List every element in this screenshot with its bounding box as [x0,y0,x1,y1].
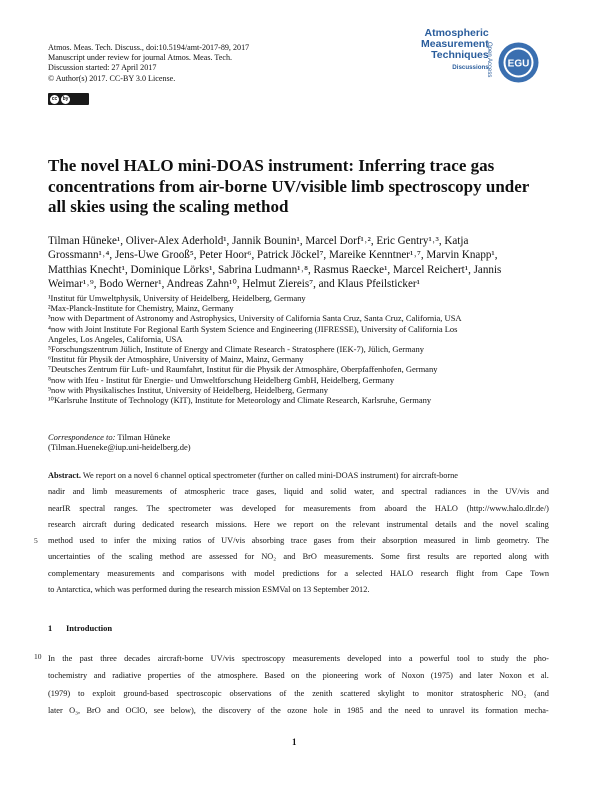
word: of [388,671,396,681]
word: hole [313,705,328,715]
journal-discussions-label: Discussions [452,63,489,71]
word: limb [92,487,108,497]
word: the [305,671,317,681]
word: measurements [303,503,351,513]
word: measurements [114,487,163,497]
word: are [456,552,467,562]
word: the [487,487,498,497]
egu-logo-text: EGU [507,58,530,70]
word: for [284,503,295,513]
word: scattered [340,688,370,698]
affiliation-line: Angeles, Los Angeles, California, USA [48,333,183,344]
word: scaling [129,552,153,562]
word: NO₂ [511,688,527,698]
word: properties [147,671,181,681]
meta-line: Manuscript under review for journal Atmos. Meas. Tech. [48,53,233,63]
word: powerful [419,654,450,663]
word: for [327,568,337,578]
word: selected [355,568,383,578]
word: infer [114,536,130,546]
word: BrO [302,552,317,562]
word: from [359,503,376,513]
title-line: all skies using the scaling method [48,197,289,216]
word: trace [290,536,307,546]
word: the [202,705,213,715]
word: limb [474,536,491,546]
word: of [97,552,105,562]
correspondence-name: Tilman Hüneke [117,432,171,442]
affiliation-line: ⁷Deutsches Zentrum für Luft- und Raumfahrt, Institut für die Physik der Atmosphäre, Oberpfaffenhofen, Germany [48,364,438,375]
word: and [536,487,549,497]
word: stratospheric [461,688,504,698]
word: geometry. [496,536,530,546]
section-title: Introduction [66,623,113,633]
word: in [334,705,341,715]
word: spectroscopic [176,688,222,698]
word: instrumental [386,519,429,529]
word: Based [264,671,285,681]
word: predictions [282,568,320,578]
word: in [473,487,481,497]
section-heading [48,623,112,633]
word: The [536,536,549,546]
word: the [482,519,493,529]
word: method [159,552,185,562]
cc-by-license-badge[interactable] [48,93,89,105]
word: their [360,536,376,546]
word: tochemistry [48,671,88,681]
author-list [48,234,548,292]
word: spectral [401,487,428,497]
correspondence [48,432,191,452]
word: and [283,552,296,562]
word: observations [229,688,272,698]
word: al. [540,671,549,681]
word: study [490,654,509,663]
word: of [279,688,287,698]
egu-logo-icon [496,40,541,85]
word: solid [330,487,347,497]
journal-name-line: Atmospheric [424,27,489,39]
word: in [462,536,469,546]
affiliation-line: ⁵Forschungszentrum Jülich, Institute of Energy and Climate Research - Stratosphere (IEK-7), Jülich, Germany [48,344,425,355]
intro-line [48,685,549,702]
word: scaling [525,519,549,529]
affiliation-line: ⁴now with Joint Institute For Regional Earth System Science and Engineering (JIFRESSE), University of California Los [48,323,458,334]
word: formation [485,705,518,715]
word: work [364,671,382,681]
word: HALO [390,568,414,578]
word: Cape [505,568,523,578]
word: see [153,705,165,715]
affiliation-line: ¹Institut für Umweltphysik, University of Heidelberg, Heidelberg, Germany [48,293,306,303]
paper-title [48,156,548,218]
word: below), [170,705,196,715]
word: for [244,552,255,562]
word: developed [241,503,276,513]
word: nearIR [48,503,71,513]
word: into [388,654,402,663]
word: and [310,487,323,497]
word: radiances [434,487,467,497]
affiliation-list [48,293,558,405]
author-line: Weimar¹˒⁹, Bodo Werner¹, Andreas Zahn¹⁰, Helmut Ziereis⁷, and Klaus Pfeilsticker¹ [48,278,420,291]
affiliation-line: ⁶Institut für Physik der Atmosphäre, University of Mainz, Mainz, Germany [48,354,304,365]
word: aircraft-borne [157,654,204,663]
page-number: 1 [292,737,297,747]
word: skylight [377,688,405,698]
word: decades [124,654,151,663]
word: spectral [79,503,106,513]
word: to [477,654,484,663]
word: pho- [533,654,549,663]
affiliation-line: ¹⁰Karlsruhe Institute of Technology (KIT), Institute for Meteorology and Climate Research, Karlsruhe, Germany [48,395,432,406]
word: the [294,688,305,698]
word: and [381,487,394,497]
word: exploit [92,688,116,698]
word: Town [530,568,549,578]
word: gases, [256,487,277,497]
word: UV/vis [221,536,246,546]
journal-name-line: Techniques [431,49,489,62]
word: measurements [292,654,340,663]
word: et [528,671,535,681]
word: zenith [312,688,333,698]
word: of [257,705,265,715]
word: UV/vis [210,654,235,663]
word: a [408,654,413,663]
intro-line [48,702,549,719]
word: to [412,688,419,698]
word: and [459,671,472,681]
word: and [72,487,85,497]
word: aboard [384,503,408,513]
affiliation-line: ²Max-Planck-Institute for Chemistry, Mainz, Germany [48,303,234,314]
word: reported [473,552,502,562]
abstract-line [48,533,549,549]
word: measurements. [324,552,374,562]
word: the [415,503,427,513]
word: aircraft [82,519,107,529]
word: report [293,519,314,529]
word: results [427,552,450,562]
word: atmospheric [184,487,226,497]
author-line: Tilman Hüneke¹, Oliver-Alex Aderhold¹, Jannik Bounin¹, Marcel Dorf¹˒², Eric Gentry¹˒³, Katja [48,235,469,247]
line-number: 5 [34,536,38,545]
word: UV/vis [505,487,530,497]
abstract-line [48,501,549,517]
word: method [48,536,73,546]
word: relevant [352,519,380,529]
word: atmosphere. [217,671,258,681]
correspondence-label: Correspondence to: [48,432,116,442]
word: mecha- [524,705,549,715]
word: and [162,568,175,578]
word: absorption [382,536,418,546]
word: past [79,654,93,663]
word: of [207,536,215,546]
word: with [231,568,247,578]
word: assessed [209,552,238,562]
word: spectroscopy [241,654,286,663]
word: the [516,654,527,663]
word: measurements [107,568,155,578]
word: missions. [215,519,247,529]
word: radiative [112,671,142,681]
word: ground-based [123,688,169,698]
word: research [181,519,209,529]
word: NO₂ [261,552,277,562]
word: (and [534,688,549,698]
author-line: Grossmann¹˒⁴, Jens-Uwe Grooß⁵, Peter Hoor⁶, Patrick Jöckel⁷, Mareike Kenntner¹˒⁷, Marvin Knapp¹, [48,249,498,262]
word: dedicated [142,519,175,529]
abstract-line [48,549,549,565]
word: BrO [86,705,101,715]
abstract-line [48,517,549,533]
word: liquid [283,487,304,497]
word: the [62,654,73,663]
author-line: Matthias Knecht¹, Dominique Lörks¹, Sabrina Ludmann¹˒⁸, Rasmus Raecke¹, Marcel Reichert¹, Jannis [48,263,502,276]
word: complementary [48,568,100,578]
word: Some [380,552,400,562]
word: monitor [426,688,454,698]
word: OClO, [125,705,148,715]
word: HALO [434,503,458,513]
word: the [270,705,281,715]
word: mixing [152,536,177,546]
word: ratios [182,536,202,546]
word: along [508,552,527,562]
word: with [534,552,549,562]
abstract-line [48,468,549,484]
word: later [48,705,63,715]
word: and [463,519,476,529]
meta-line: Discussion started: 27 April 2017 [48,63,157,73]
word: and [93,671,106,681]
abstract-line [48,484,549,500]
abstract-line [48,566,549,582]
word: (http://www.halo.dlr.de/) [466,503,549,513]
word: (1979) [48,688,71,698]
word: from [337,536,355,546]
abstract-line: to Antarctica, which was performed during the research mission ESMVal on 13 September 2012. [48,585,370,595]
affiliation-line: ⁹now with Physikalisches Institut, University of Heidelberg, Heidelberg, Germany [48,384,329,395]
word: ranges. [114,503,138,513]
word: pioneering [322,671,359,681]
word: need [404,705,421,715]
word: trace [232,487,249,497]
word: ozone [287,705,308,715]
abstract [48,468,549,598]
by-person-icon: by [62,96,69,102]
word: details [435,519,457,529]
word: three [100,654,117,663]
title-line: The novel HALO mini-DOAS instrument: Inferring trace gas [48,156,495,175]
abstract-text: We report on a novel 6 channel optical spectrometer (further on called mini-DOAS instrument) for aircraft-borne [82,471,458,480]
intro-line [48,650,549,667]
word: are [191,552,202,562]
word: O₃, [69,705,81,715]
line-number: 10 [34,652,42,661]
word: used [79,536,95,546]
word: developed [347,654,382,663]
word: Here [253,519,270,529]
word: novel [499,519,519,529]
word: research [48,519,76,529]
manuscript-meta [48,43,249,84]
word: uncertainties [48,552,91,562]
word: of [187,671,195,681]
word: the [335,519,346,529]
word: to [101,536,108,546]
intro-line [48,667,549,684]
word: a [344,568,349,578]
word: and [369,705,382,715]
meta-line: Atmos. Meas. Tech. Discuss., doi:10.5194/amt-2017-89, 2017 [48,43,250,52]
title-line: concentrations from air-borne UV/visible limb spectroscopy under [48,176,530,196]
affiliation-line: ⁸now with Ifeu - Institut für Energie- und Umweltforschung Heidelberg GmbH, Heidelberg, Germany [48,374,395,385]
word: Noxon [401,671,425,681]
word: and [107,705,120,715]
word: the [136,536,147,546]
correspondence-email[interactable]: (Tilman.Hueneke@iup.uni-heidelberg.de) [48,442,191,453]
word: unravel [439,705,465,715]
word: we [276,519,287,529]
word: first [406,552,421,562]
word: tool [457,654,470,663]
word: water, [354,487,375,497]
journal-brand [421,28,489,71]
word: the [200,671,212,681]
word: to [78,688,85,698]
word: to [426,705,434,715]
word: nadir [48,487,66,497]
word: comparisons [182,568,224,578]
introduction-text [48,650,549,719]
word: discovery [218,705,252,715]
word: the [111,552,122,562]
word: 1985 [346,705,364,715]
word: of [169,487,177,497]
journal-name-line: Measurement [421,38,489,51]
word: measured [423,536,456,546]
word: spectrometer [168,503,212,513]
word: flight [456,568,475,578]
word: The [146,503,160,513]
word: the [388,705,399,715]
open-access-text: Open Access [486,42,492,78]
word: gases [313,536,332,546]
word: research [420,568,449,578]
word: its [470,705,479,715]
word: was [220,503,233,513]
word: absorbing [251,536,285,546]
word: (1975) [430,671,453,681]
word: Noxon [499,671,522,681]
word: In [48,654,55,663]
word: later [477,671,493,681]
word: on [291,671,300,681]
section-number: 1 [48,623,53,633]
meta-line: © Author(s) 2017. CC-BY 3.0 License. [48,73,176,83]
cc-icon: cc [51,96,58,102]
abstract-label: Abstract. [48,471,81,480]
word: model [254,568,275,578]
affiliation-line: ³now with Department of Astronomy and Astrophysics, University of California Santa Cruz, Santa Cruz, California, USA [48,313,462,324]
word: from [481,568,498,578]
word: during [113,519,136,529]
word: on [320,519,329,529]
